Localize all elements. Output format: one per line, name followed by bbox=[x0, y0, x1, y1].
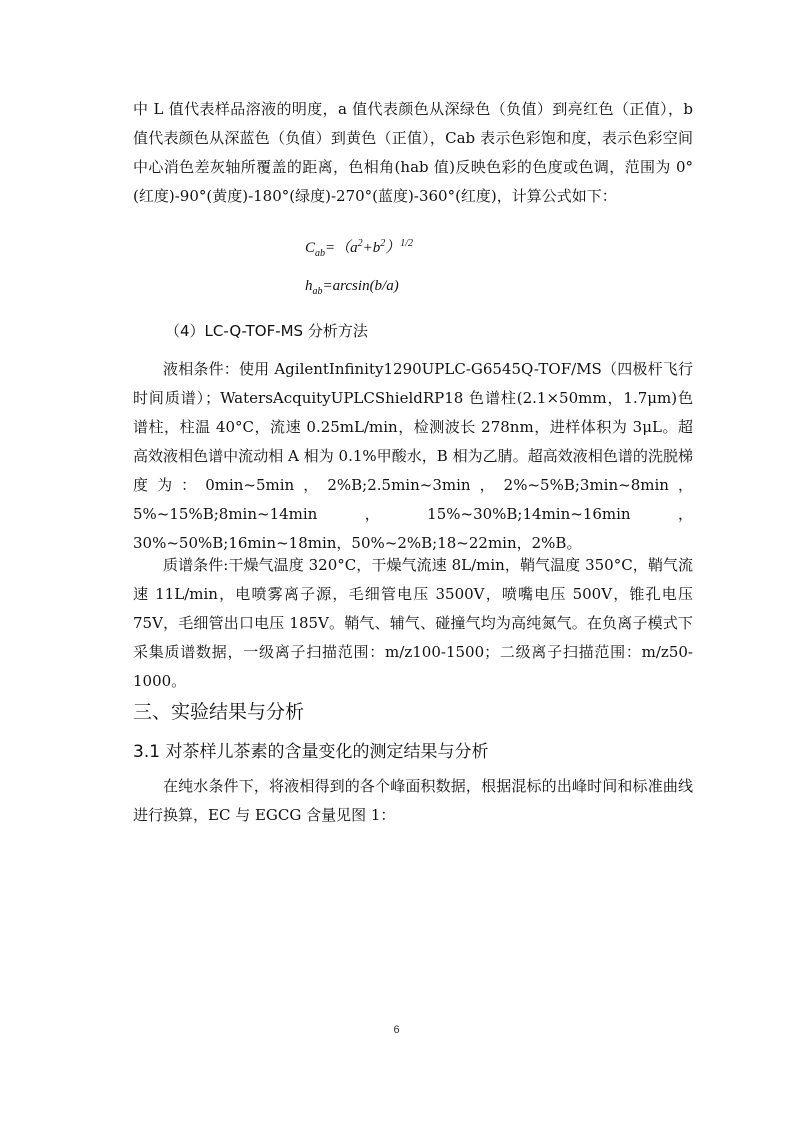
section-heading-results: 三、实验结果与分析 bbox=[133, 701, 305, 723]
paragraph-ms-conditions: 质谱条件:干燥气温度 320°C，干燥气流速 8L/min，鞘气温度 350°C，鞘气流速 11L/min，电喷雾离子源，毛细管电压 3500V，喷嘴电压 500V，锥孔电压 75V，毛细管出口电压 185V。鞘气、辅气、碰撞气均为高纯氮气。在负离子模式下采集质谱数据，一级离子扫描范围：m/z100-1500；二级离子扫描范围：m/z50-1000。 bbox=[133, 556, 693, 690]
formula-cab-b: +b bbox=[362, 240, 381, 256]
formula-cab-sup-a: 2 bbox=[357, 238, 363, 249]
formula-hab bbox=[305, 278, 399, 297]
section-heading-3-1: 3.1 对茶样儿茶素的含量变化的测定结果与分析 bbox=[133, 742, 489, 762]
formula-cab-close: ） bbox=[385, 240, 401, 256]
formula-cab-subscript: ab bbox=[315, 248, 326, 259]
formula-hab-subscript: ab bbox=[312, 286, 323, 297]
paragraph-color-description: 中 L 值代表样品溶液的明度，a 值代表颜色从深绿色（负值）到亮红色（正值），b 值代表颜色从深蓝色（负值）到黄色（正值），Cab 表示色彩饱和度，表示色彩空间中心消色差灰轴所覆盖的距离，色相角(hab 值)反映色彩的色度或色调，范围为 0°(红度)-90°(黄度)-180°(绿度)-270°(蓝度)-360°(红度)，计算公式如下： bbox=[133, 100, 693, 205]
paragraph-lc-conditions: 液相条件：使用 AgilentInfinity1290UPLC-G6545Q-TOF/MS（四极杆飞行时间质谱）；WatersAcquityUPLCShieldRP18 色谱柱(2.1×50mm，1.7μm)色谱柱，柱温 40°C，流速 0.25mL/min，检测波长 278nm，进样体积为 3μL。超高效液相色谱中流动相 A 相为 0.1%甲酸水，B 相为乙腈。超高效液相色谱的洗脱梯度为：0min~5min，2%B;2.5min~3min，2%~5%B;3min~8min，5%~15%B;8min~14min，15%~30%B;14min~16min，30%~50%B;16min~18min，50%~2%B;18~22min，2%B。 bbox=[133, 360, 693, 552]
subheading-lcqtofms-method: （4）LC-Q-TOF-MS 分析方法 bbox=[165, 322, 368, 340]
formula-cab-a: =（a bbox=[325, 240, 358, 256]
paragraph-pure-water-results: 在纯水条件下，将液相得到的各个峰面积数据，根据混标的出峰时间和标准曲线进行换算，EC 与 EGCG 含量见图 1： bbox=[133, 777, 693, 824]
formula-cab-exponent: 1/2 bbox=[400, 238, 414, 249]
formula-cab bbox=[305, 236, 413, 259]
formula-hab-symbol: h bbox=[305, 278, 313, 294]
page-number: 6 bbox=[393, 1024, 400, 1036]
formula-cab-symbol: C bbox=[305, 240, 316, 256]
formula-hab-expression: =arcsin(b/a) bbox=[322, 278, 399, 294]
formula-cab-sup-b: 2 bbox=[380, 238, 386, 249]
